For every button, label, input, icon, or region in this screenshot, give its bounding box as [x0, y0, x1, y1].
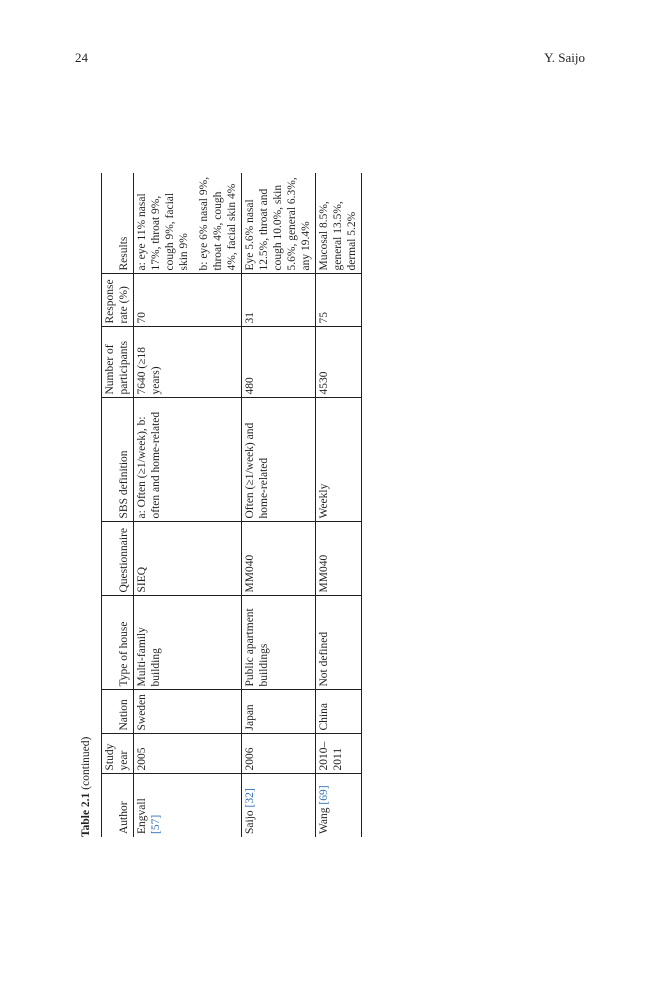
nation-cell: Sweden — [134, 690, 242, 734]
header-nation: Nation — [102, 690, 134, 734]
author-name: Saijo — [244, 810, 256, 834]
study-year-cell: 2010–2011 — [316, 734, 362, 774]
table-row — [242, 173, 316, 837]
page-number: 24 — [75, 50, 88, 65]
house-type-cell: Multi-family building — [134, 596, 242, 690]
questionnaire-cell: SIEQ — [134, 522, 242, 596]
sbs-definition-cell: Weekly — [316, 398, 362, 522]
running-head: Y. Saijo — [544, 50, 585, 65]
sbs-definition-cell: Often (≥1/week) and home-related — [242, 398, 316, 522]
participants-cell: 480 — [242, 327, 316, 398]
reference-link[interactable]: [69] — [318, 785, 330, 805]
nation-cell: Japan — [242, 690, 316, 734]
landscape-table-frame — [75, 79, 565, 847]
response-rate-cell: 31 — [242, 274, 316, 327]
results-cell: Mucosal 8.5%, general 13.5%, dermal 5.2% — [316, 173, 362, 274]
sbs-definition-cell: a: Often (≥1/week), b: often and home-related — [134, 398, 242, 522]
participants-cell: 4530 — [316, 327, 362, 398]
author-cell — [242, 774, 316, 837]
header-questionnaire: Questionnaire — [102, 522, 134, 596]
sbs-studies-table — [101, 173, 362, 837]
reference-link[interactable]: [32] — [244, 788, 256, 808]
author-name: Wang — [318, 807, 330, 834]
header-response-rate: Response rate (%) — [102, 274, 134, 327]
results-cell — [134, 173, 242, 274]
response-rate-cell: 70 — [134, 274, 242, 327]
table-row — [134, 173, 242, 837]
results-group-b: b: eye 6% nasal 9%, throat 4%, cough 4%, facial skin 4% — [198, 176, 238, 271]
results-spacer — [191, 176, 197, 271]
author-cell — [134, 774, 242, 837]
results-cell: Eye 5.6% nasal 12.5%, throat and cough 10.0%, skin 5.6%, general 6.3%, any 19.4% — [242, 173, 316, 274]
header-type-of-house: Type of house — [102, 596, 134, 690]
table-caption-label: Table 2.1 — [80, 792, 92, 837]
table-header-row — [102, 173, 134, 837]
reference-link[interactable]: [57] — [150, 814, 162, 834]
header-study-year: Study year — [102, 734, 134, 774]
author-name: Engvall — [136, 798, 148, 834]
table-caption-note: (continued) — [80, 736, 92, 790]
header-sbs-definition: SBS definition — [102, 398, 134, 522]
header-number-of-participants: Number of participants — [102, 327, 134, 398]
rotated-table-area — [75, 79, 565, 847]
participants-cell: 7640 (≥18 years) — [134, 327, 242, 398]
response-rate-cell: 75 — [316, 274, 362, 327]
nation-cell: China — [316, 690, 362, 734]
house-type-cell: Public apartment buildings — [242, 596, 316, 690]
header-results: Results — [102, 173, 134, 274]
table-caption — [79, 737, 93, 837]
questionnaire-cell: MM040 — [242, 522, 316, 596]
header-author: Author — [118, 801, 130, 834]
study-year-cell: 2006 — [242, 734, 316, 774]
house-type-cell: Not defined — [316, 596, 362, 690]
author-cell — [316, 774, 362, 837]
table-row — [316, 173, 362, 837]
results-group-a: a: eye 11% nasal 17%, throat 9%, cough 9%, facial skin 9% — [136, 192, 190, 271]
questionnaire-cell: MM040 — [316, 522, 362, 596]
study-year-cell: 2005 — [134, 734, 242, 774]
